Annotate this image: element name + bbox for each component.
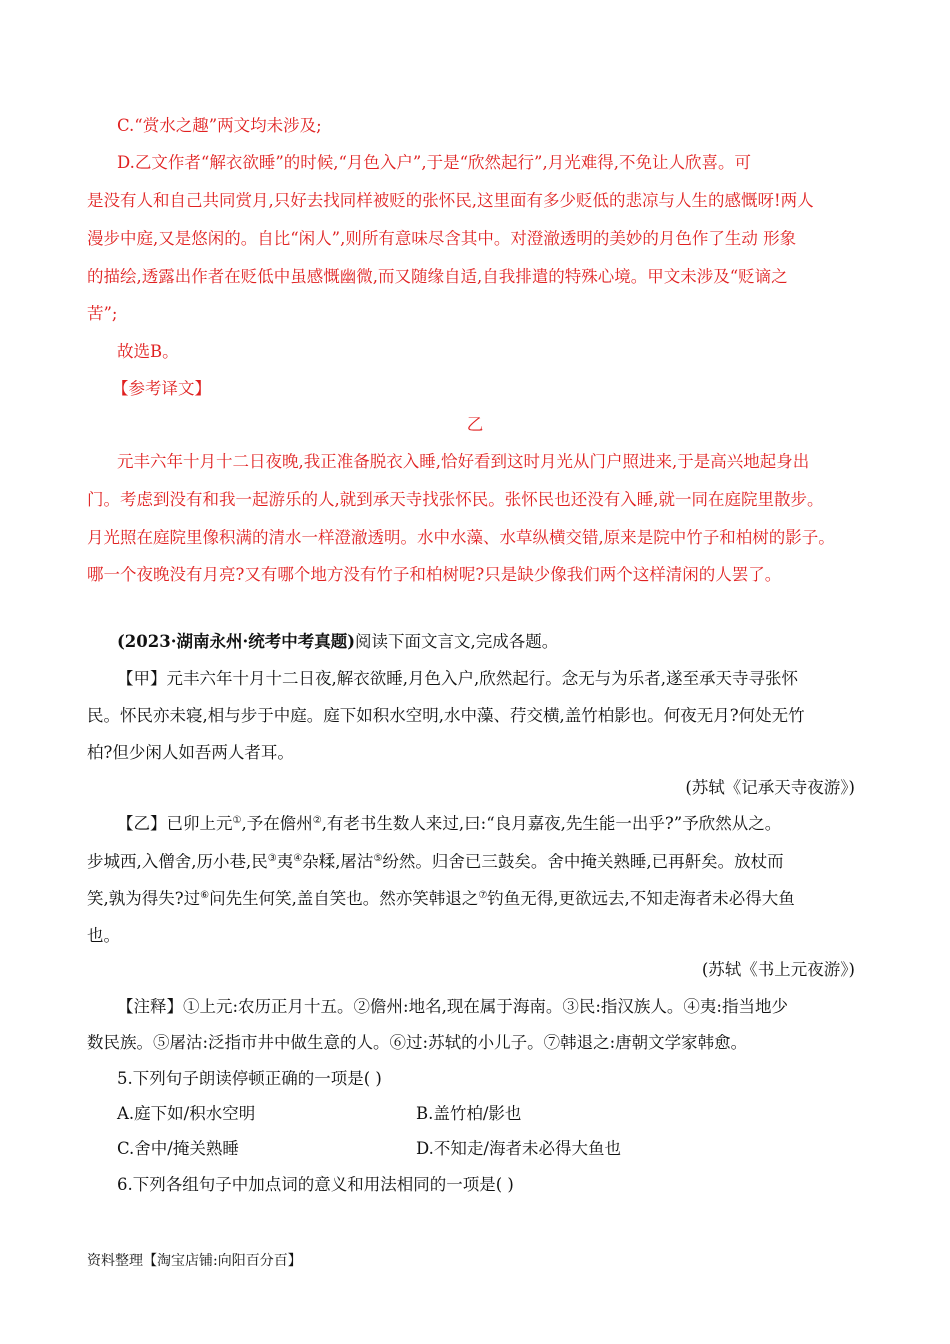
translation-subtitle: 乙 bbox=[466, 415, 484, 434]
translation-header: 【参考译文】 bbox=[112, 379, 211, 398]
footnote-ref: ④ bbox=[293, 853, 303, 864]
text-yi-line: 【乙】已卯上元①,予在儋州②,有老书生数人来过,曰:“良月嘉夜,先生能一出乎?”予欣然从之。 bbox=[117, 814, 782, 833]
option-d-analysis-line: D.乙文作者“解衣欲睡”的时候,“月色入户”,于是“欣然起行”,月光难得,不免让人欣喜。可 bbox=[117, 153, 751, 172]
text-jia-line: 民。怀民亦未寝,相与步于中庭。庭下如积水空明,水中藻、荇交横,盖竹柏影也。何夜无月?何处无竹 bbox=[87, 706, 805, 725]
question-5-stem: 5.下列句子朗读停顿正确的一项是( ) bbox=[117, 1069, 382, 1088]
q5-option-d[interactable]: D.不知走/海者未必得大鱼也 bbox=[416, 1139, 621, 1158]
footnote-ref: ⑦ bbox=[478, 890, 488, 901]
notes-line: 【注释】①上元:农历正月十五。②儋州:地名,现在属于海南。③民:指汉族人。④夷:指当地少 bbox=[117, 997, 788, 1016]
footnote-ref: ⑤ bbox=[373, 853, 383, 864]
translation-line: 元丰六年十月十二日夜晚,我正准备脱衣入睡,恰好看到这时月光从门户照进来,于是高兴地起身出 bbox=[117, 452, 810, 471]
text-jia-tag: 【甲】 bbox=[117, 669, 167, 688]
text-jia-attribution: (苏轼《记承天寺夜游》) bbox=[685, 778, 855, 797]
footer-source: 资料整理【淘宝店铺:向阳百分百】 bbox=[87, 1253, 302, 1269]
footnote-ref: ⑥ bbox=[200, 890, 210, 901]
translation-line: 门。考虑到没有和我一起游乐的人,就到承天寺找张怀民。张怀民也还没有入睡,就一同在庭院里散步。 bbox=[87, 490, 824, 509]
notes-tag: 【注释】 bbox=[117, 997, 183, 1016]
text-yi-line: 步城西,入僧舍,历小巷,民③夷④杂糅,屠沽⑤纷然。归舍已三鼓矣。舍中掩关熟睡,已再鼾矣。放杖而 bbox=[87, 852, 784, 871]
q5-option-c[interactable]: C.舍中/掩关熟睡 bbox=[117, 1139, 239, 1158]
question-6-stem: 6.下列各组句子中加点词的意义和用法相同的一项是( ) bbox=[117, 1175, 514, 1194]
option-d-analysis-line: 漫步中庭,又是悠闲的。自比“闲人”,则所有意味尽含其中。对澄澈透明的美妙的月色作了生动 形象 bbox=[87, 229, 797, 248]
translation-line: 哪一个夜晚没有月亮?又有哪个地方没有竹子和柏树呢?只是缺少像我们两个这样清闲的人罢了。 bbox=[87, 565, 782, 584]
notes-line: 数民族。⑤屠沽:泛指市井中做生意的人。⑥过:苏轼的小儿子。⑦韩退之:唐朝文学家韩愈。 bbox=[87, 1033, 748, 1052]
translation-line: 月光照在庭院里像积满的清水一样澄澈透明。水中水藻、水草纵横交错,原来是院中竹子和柏树的影子。 bbox=[87, 528, 835, 547]
text-jia-line: 【甲】元丰六年十月十二日夜,解衣欲睡,月色入户,欣然起行。念无与为乐者,遂至承天寺寻张怀 bbox=[117, 669, 798, 688]
text-yi-line: 也。 bbox=[87, 926, 120, 945]
option-d-analysis-line: 苦”; bbox=[87, 304, 118, 323]
text-yi-attribution: (苏轼《书上元夜游》) bbox=[701, 960, 855, 979]
question-instruction: 阅读下面文言文,完成各题。 bbox=[355, 632, 559, 651]
footnote-ref: ① bbox=[232, 815, 242, 826]
text-jia-line: 柏?但少闲人如吾两人者耳。 bbox=[87, 743, 294, 762]
footnote-ref: ③ bbox=[267, 853, 277, 864]
option-d-analysis-line: 是没有人和自己共同赏月,只好去找同样被贬的张怀民,这里面有多少贬低的悲凉与人生的感慨呀!两人 bbox=[87, 191, 814, 210]
text-yi-line: 笑,孰为得失?过⑥问先生何笑,盖自笑也。然亦笑韩退之⑦钓鱼无得,更欲远去,不知走海者未必得大鱼 bbox=[87, 889, 795, 908]
footnote-ref: ② bbox=[312, 815, 322, 826]
q5-option-b[interactable]: B.盖竹柏/影也 bbox=[416, 1104, 522, 1123]
question-source: (2023·湖南永州·统考中考真题) bbox=[117, 632, 356, 651]
option-c-analysis: C.“赏水之趣”两文均未涉及; bbox=[117, 116, 322, 135]
text-yi-tag: 【乙】 bbox=[117, 814, 167, 833]
question-set-header bbox=[117, 631, 558, 653]
q5-option-a[interactable]: A.庭下如/积水空明 bbox=[117, 1104, 256, 1123]
conclusion: 故选B。 bbox=[117, 342, 179, 361]
option-d-analysis-line: 的描绘,透露出作者在贬低中虽感慨幽微,而又随缘自适,自我排遣的特殊心境。甲文未涉及“贬谪之 bbox=[87, 267, 788, 286]
